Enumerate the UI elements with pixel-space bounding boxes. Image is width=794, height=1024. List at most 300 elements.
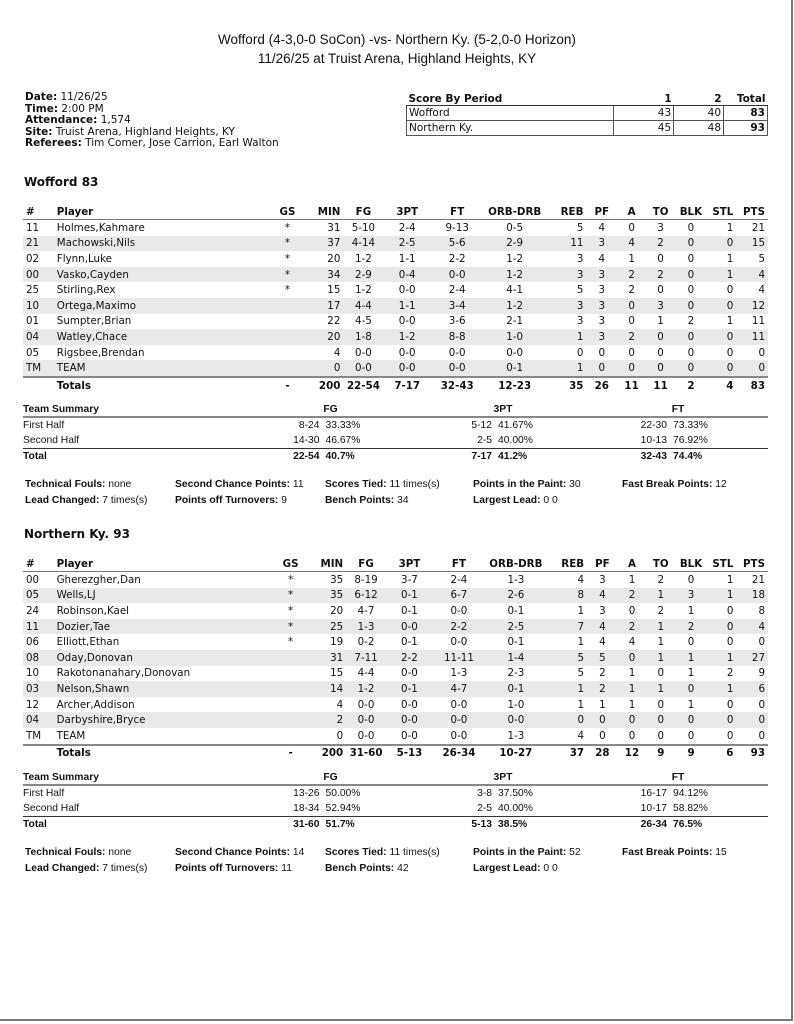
misc-label: Points in the Paint: xyxy=(473,479,567,490)
cell-stl: 0 xyxy=(726,284,734,297)
cell-fg: 7-11 xyxy=(346,650,386,666)
sbp-header-period-2: 2 xyxy=(674,92,724,106)
cell-stl: 0 xyxy=(707,236,737,252)
cell-to: 0 xyxy=(657,284,664,297)
summary-made-attempted: 8-24 xyxy=(298,420,320,431)
cell-gs: * xyxy=(288,636,294,649)
misc-value: 52 xyxy=(569,847,581,858)
cell-ft: 2-2 xyxy=(433,619,485,635)
cell-reb: 7 xyxy=(547,619,587,635)
col-header-fg: FG xyxy=(343,204,383,220)
col-header-fg: FG xyxy=(346,556,386,572)
cell-pf: 2 xyxy=(587,681,618,697)
misc-scores-tied xyxy=(325,847,440,858)
summary-cell-ft xyxy=(588,449,768,465)
cell-3pt: 0-0 xyxy=(401,729,418,742)
cell-player: Oday,Donovan xyxy=(54,650,272,666)
summary-cell-fg xyxy=(243,433,418,449)
summary-made-attempted: 18-34 xyxy=(293,803,320,814)
cell-orb-drb: 1-3 xyxy=(507,729,525,742)
cell-min: 20 xyxy=(306,329,343,345)
game-info xyxy=(25,92,279,150)
col-header-a: A xyxy=(617,204,646,220)
cell-ft: 3-6 xyxy=(448,315,466,328)
col-header-ft: FT xyxy=(433,556,485,572)
box-header-row xyxy=(23,204,768,220)
cell-3pt: 2-4 xyxy=(398,221,416,234)
col-header-3pt: 3PT xyxy=(383,204,431,220)
cell-gs: * xyxy=(269,236,307,252)
cell-to: 1 xyxy=(657,636,665,649)
cell-3pt: 0-1 xyxy=(401,604,418,617)
summary-percentage: 40.00% xyxy=(498,803,533,814)
col-header-to: TO xyxy=(646,556,675,572)
cell-pts: 0 xyxy=(758,636,765,649)
summary-made-attempted: 22-30 xyxy=(640,420,667,431)
site-label: Site: xyxy=(25,125,53,138)
cell-pts: 8 xyxy=(758,604,765,617)
cell-num: 03 xyxy=(23,681,54,697)
cell-ft: 9-13 xyxy=(445,221,469,234)
cell-blk: 0 xyxy=(687,729,695,742)
cell-stl: 0 xyxy=(707,360,737,377)
summary-header-3pt: 3PT xyxy=(418,771,588,785)
cell-min: 14 xyxy=(309,681,346,697)
misc-label: Bench Points: xyxy=(325,863,395,874)
cell-num: 05 xyxy=(26,346,40,359)
cell-fg: 4-4 xyxy=(357,667,375,680)
cell-blk: 1 xyxy=(687,667,695,680)
cell-pf: 4 xyxy=(587,619,618,635)
player-row xyxy=(23,267,768,283)
summary-made-attempted: 26-34 xyxy=(640,819,667,830)
cell-a: 4 xyxy=(617,236,646,252)
cell-num: 02 xyxy=(26,252,40,265)
cell-reb: 0 xyxy=(547,712,587,728)
summary-percentage: 76.5% xyxy=(673,819,703,830)
col-header-min: MIN xyxy=(309,556,346,572)
summary-made-attempted: 5-12 xyxy=(471,420,492,431)
col-header-pts: PTS xyxy=(736,556,768,572)
summary-made-attempted: 10-17 xyxy=(640,803,667,814)
cell-a: 0 xyxy=(618,650,647,666)
cell-gs: * xyxy=(284,252,291,265)
cell-stl: 2 xyxy=(726,667,734,680)
summary-label: Total xyxy=(23,451,47,462)
cell-min: 15 xyxy=(330,667,344,680)
cell-gs xyxy=(272,650,310,666)
cell-a: 1 xyxy=(628,667,636,680)
cell-pf: 4 xyxy=(599,636,606,649)
cell-fg: 0-0 xyxy=(357,698,375,711)
sbp-header-total: Total xyxy=(724,92,768,106)
summary-made-attempted: 10-13 xyxy=(640,435,667,446)
total-player: Totals xyxy=(54,377,269,394)
cell-stl: 1 xyxy=(707,588,737,604)
cell-min: 25 xyxy=(309,619,346,635)
total-ft: 32-43 xyxy=(431,377,483,394)
cell-player: Stirling,Rex xyxy=(56,284,116,297)
cell-stl: 0 xyxy=(707,329,737,345)
cell-pf: 3 xyxy=(599,573,606,586)
col-header-orb-drb: ORB-DRB xyxy=(483,204,545,220)
cell-a: 1 xyxy=(618,681,647,697)
team-summary-table xyxy=(23,771,768,832)
cell-pts: 0 xyxy=(758,729,765,742)
cell-num: TM xyxy=(23,360,54,377)
summary-made-attempted: 32-43 xyxy=(640,451,667,462)
cell-reb: 1 xyxy=(577,698,585,711)
cell-pf: 3 xyxy=(598,284,606,297)
col-header-pts: PTS xyxy=(736,204,768,220)
cell-gs xyxy=(272,697,310,713)
cell-stl: 0 xyxy=(726,346,734,359)
col-header-stl: STL xyxy=(707,204,737,220)
summary-label: First Half xyxy=(23,788,65,799)
cell-num: 25 xyxy=(26,284,40,297)
cell-fg: 0-0 xyxy=(355,346,372,359)
cell-num: 00 xyxy=(26,573,40,586)
cell-pts: 0 xyxy=(758,698,765,711)
cell-fg: 5-10 xyxy=(351,221,376,234)
cell-pf: 4 xyxy=(598,221,606,234)
cell-stl: 0 xyxy=(726,636,734,649)
cell-orb-drb: 0-0 xyxy=(506,346,524,359)
cell-blk: 0 xyxy=(675,712,707,728)
col-header-num: # xyxy=(23,556,54,572)
summary-made-attempted: 3-8 xyxy=(477,788,492,799)
cell-fg: 1-2 xyxy=(355,252,372,265)
cell-fg: 4-5 xyxy=(355,315,372,328)
cell-pf: 0 xyxy=(586,360,617,377)
cell-reb: 1 xyxy=(546,360,587,377)
cell-min: 4 xyxy=(336,698,344,711)
cell-pts: 6 xyxy=(736,681,768,697)
cell-min: 20 xyxy=(330,604,344,617)
cell-to: 0 xyxy=(646,360,675,377)
cell-to: 0 xyxy=(657,729,665,742)
cell-stl: 1 xyxy=(707,267,737,283)
misc-fast-break xyxy=(622,847,727,858)
misc-paint xyxy=(473,479,581,490)
cell-to: 0 xyxy=(657,346,664,359)
cell-fg: 1-8 xyxy=(343,329,383,345)
cell-blk: 0 xyxy=(687,221,695,234)
cell-3pt: 0-0 xyxy=(386,712,433,728)
misc-value: 7 times(s) xyxy=(102,863,148,874)
cell-pts: 21 xyxy=(751,221,765,234)
cell-to: 2 xyxy=(646,267,675,283)
cell-orb-drb: 2-9 xyxy=(483,236,545,252)
box-score-table xyxy=(23,556,768,761)
player-row xyxy=(23,634,768,650)
misc-label: Technical Fouls: xyxy=(25,847,106,858)
cell-fg: 8-19 xyxy=(354,573,378,586)
cell-blk: 0 xyxy=(675,329,707,345)
summary-cell-ft xyxy=(588,785,768,801)
summary-cell-fg xyxy=(243,817,418,833)
cell-orb-drb: 0-0 xyxy=(485,712,547,728)
cell-reb: 1 xyxy=(577,636,585,649)
cell-pts: 0 xyxy=(758,346,765,359)
total-min: 200 xyxy=(309,745,346,762)
misc-value: 0 0 xyxy=(543,495,558,506)
cell-to: 2 xyxy=(646,236,675,252)
cell-blk: 1 xyxy=(687,698,695,711)
total-min: 200 xyxy=(306,377,343,394)
cell-gs xyxy=(272,681,310,697)
cell-gs xyxy=(269,360,307,377)
cell-player: Gherezgher,Dan xyxy=(56,573,141,586)
time-label: Time: xyxy=(25,102,59,115)
cell-num: TM xyxy=(26,729,42,742)
col-header-blk: BLK xyxy=(675,204,707,220)
cell-num: 00 xyxy=(23,267,54,283)
summary-percentage: 40.7% xyxy=(325,451,355,462)
cell-player: Sumpter,Brian xyxy=(56,315,132,328)
cell-pts: 0 xyxy=(736,360,768,377)
cell-player: Rigsbee,Brendan xyxy=(56,346,145,359)
misc-label: Points in the Paint: xyxy=(473,847,567,858)
summary-made-attempted: 13-26 xyxy=(293,788,320,799)
summary-row xyxy=(23,801,768,817)
cell-gs: * xyxy=(284,221,291,234)
cell-3pt: 2-5 xyxy=(383,236,431,252)
site-value: Truist Arena, Highland Heights, KY xyxy=(55,125,235,138)
cell-fg: 0-0 xyxy=(346,712,386,728)
summary-made-attempted: 2-5 xyxy=(477,435,492,446)
misc-label: Second Chance Points: xyxy=(175,847,291,858)
cell-reb: 3 xyxy=(576,315,584,328)
cell-num: 04 xyxy=(23,712,54,728)
cell-ft: 0-0 xyxy=(450,698,468,711)
cell-reb: 5 xyxy=(576,221,584,234)
cell-orb-drb: 0-1 xyxy=(483,360,545,377)
cell-gs xyxy=(272,666,310,682)
cell-to: 2 xyxy=(657,573,665,586)
misc-label: Scores Tied: xyxy=(325,847,387,858)
summary-label: Second Half xyxy=(23,433,243,449)
cell-min: 34 xyxy=(306,267,343,283)
cell-reb: 11 xyxy=(546,236,587,252)
summary-label: Second Half xyxy=(23,801,243,817)
cell-reb: 0 xyxy=(576,346,584,359)
cell-to: 2 xyxy=(657,604,665,617)
misc-paint xyxy=(473,847,581,858)
cell-blk: 0 xyxy=(675,360,707,377)
col-header-orb-drb: ORB-DRB xyxy=(485,556,547,572)
cell-3pt: 0-0 xyxy=(401,698,418,711)
cell-a: 2 xyxy=(618,619,647,635)
misc-label: Second Chance Points: xyxy=(175,479,291,490)
cell-stl: 1 xyxy=(726,221,734,234)
cell-orb-drb: 1-2 xyxy=(506,252,524,265)
total-num xyxy=(23,377,54,394)
cell-stl: 0 xyxy=(707,712,737,728)
cell-ft: 2-2 xyxy=(448,252,466,265)
total-pf: 28 xyxy=(587,745,618,762)
player-row xyxy=(23,314,768,330)
summary-header-fg: FG xyxy=(243,771,418,785)
sbp-row xyxy=(407,106,768,121)
summary-percentage: 74.4% xyxy=(673,451,703,462)
total-stl: 6 xyxy=(707,745,737,762)
misc-label: Lead Changed: xyxy=(25,863,100,874)
sbp-p2: 40 xyxy=(674,106,724,121)
cell-fg: 4-14 xyxy=(343,236,383,252)
cell-a: 0 xyxy=(628,346,635,359)
cell-orb-drb: 1-4 xyxy=(485,650,547,666)
misc-largest-lead xyxy=(473,863,558,874)
cell-blk: 0 xyxy=(687,346,695,359)
misc-second-chance xyxy=(175,479,304,490)
cell-stl: 0 xyxy=(707,619,737,635)
misc-value: 34 xyxy=(397,495,409,506)
col-header-stl: STL xyxy=(707,556,737,572)
summary-cell-ft xyxy=(588,417,768,433)
cell-player: Wells,LJ xyxy=(54,588,272,604)
cell-num: 04 xyxy=(23,329,54,345)
misc-value: 11 times(s) xyxy=(389,847,440,858)
cell-orb-drb: 1-3 xyxy=(507,573,525,586)
totals-row xyxy=(23,377,768,394)
player-row xyxy=(23,236,768,252)
cell-orb-drb: 1-2 xyxy=(483,267,545,283)
misc-value: none xyxy=(108,479,132,490)
cell-reb: 1 xyxy=(577,604,585,617)
cell-pf: 3 xyxy=(598,315,606,328)
misc-bench xyxy=(325,495,409,506)
cell-player: TEAM xyxy=(54,360,269,377)
cell-to: 1 xyxy=(646,650,675,666)
cell-pf: 3 xyxy=(586,236,617,252)
misc-value: 0 0 xyxy=(543,863,558,874)
cell-3pt: 0-0 xyxy=(398,346,416,359)
misc-value: 7 times(s) xyxy=(102,495,148,506)
summary-percentage: 58.82% xyxy=(673,803,708,814)
cell-num: 10 xyxy=(23,298,54,314)
cell-orb-drb: 0-1 xyxy=(485,681,547,697)
cell-a: 0 xyxy=(628,221,635,234)
cell-pf: 3 xyxy=(599,604,606,617)
cell-gs: * xyxy=(272,588,310,604)
cell-gs xyxy=(269,345,307,361)
summary-row xyxy=(23,785,768,801)
cell-pts: 4 xyxy=(758,284,765,297)
cell-gs xyxy=(272,712,310,728)
cell-gs xyxy=(272,728,310,745)
col-header-3pt: 3PT xyxy=(386,556,433,572)
cell-min: 0 xyxy=(306,360,343,377)
cell-pts: 11 xyxy=(736,329,768,345)
cell-3pt: 0-0 xyxy=(386,619,433,635)
total-pts: 93 xyxy=(736,745,768,762)
cell-fg: 1-3 xyxy=(346,619,386,635)
cell-pf: 3 xyxy=(586,329,617,345)
cell-player: Nelson,Shawn xyxy=(54,681,272,697)
total-stl: 4 xyxy=(707,377,737,394)
summary-percentage: 38.5% xyxy=(498,819,528,830)
cell-gs xyxy=(269,298,307,314)
cell-3pt: 0-4 xyxy=(383,267,431,283)
summary-percentage: 94.12% xyxy=(673,788,708,799)
misc-value: 11 times(s) xyxy=(389,479,440,490)
cell-pf: 2 xyxy=(599,667,606,680)
misc-value: 30 xyxy=(569,479,581,490)
cell-gs: * xyxy=(288,573,294,586)
misc-value: 14 xyxy=(292,847,305,858)
summary-header-ft: FT xyxy=(588,403,768,417)
col-header-ft: FT xyxy=(431,204,483,220)
player-row xyxy=(23,345,768,361)
total-reb: 35 xyxy=(546,377,587,394)
summary-cell-ft xyxy=(588,817,768,833)
cell-pf: 5 xyxy=(587,650,618,666)
cell-gs xyxy=(269,329,307,345)
summary-cell-tp xyxy=(418,417,588,433)
cell-pts: 0 xyxy=(736,712,768,728)
cell-a: 2 xyxy=(617,329,646,345)
cell-fg: 6-12 xyxy=(346,588,386,604)
cell-3pt: 1-2 xyxy=(383,329,431,345)
cell-fg: 2-9 xyxy=(343,267,383,283)
game-subtitle: 11/26/25 at Truist Arena, Highland Heights, KY xyxy=(257,51,537,66)
col-header-pf: PF xyxy=(587,556,618,572)
player-row xyxy=(23,298,768,314)
summary-percentage: 50.00% xyxy=(325,788,361,799)
cell-pts: 5 xyxy=(758,252,765,265)
cell-ft: 2-4 xyxy=(450,573,468,586)
cell-a: 2 xyxy=(628,284,635,297)
misc-lead-changed xyxy=(25,495,147,506)
misc-turnovers xyxy=(175,863,292,874)
summary-percentage: 73.33% xyxy=(673,420,708,431)
summary-label: First Half xyxy=(23,420,65,431)
cell-to: 0 xyxy=(657,252,664,265)
summary-cell-tp xyxy=(418,817,588,833)
cell-a: 1 xyxy=(628,698,636,711)
total-3pt: 5-13 xyxy=(386,745,433,762)
sbp-header-title: Score By Period xyxy=(407,92,614,106)
misc-label: Largest Lead: xyxy=(473,863,541,874)
team-heading: Northern Ky. 93 xyxy=(24,527,130,541)
referees-label: Referees: xyxy=(25,137,82,150)
col-header-blk: BLK xyxy=(675,556,707,572)
total-ft: 26-34 xyxy=(433,745,485,762)
summary-cell-fg xyxy=(243,417,418,433)
summary-made-attempted: 7-17 xyxy=(471,451,492,462)
cell-3pt: 3-7 xyxy=(401,573,418,586)
misc-technical-fouls xyxy=(25,479,131,490)
cell-fg: 0-0 xyxy=(343,360,383,377)
sbp-team: Northern Ky. xyxy=(407,121,614,136)
player-row xyxy=(23,588,768,604)
cell-num: 11 xyxy=(26,221,40,234)
total-player: Totals xyxy=(54,745,272,762)
cell-to: 1 xyxy=(657,315,664,328)
cell-ft: 0-0 xyxy=(431,360,483,377)
cell-min: 17 xyxy=(306,298,343,314)
summary-header-row xyxy=(23,403,768,417)
summary-cell-tp xyxy=(418,785,588,801)
summary-header-team-summary: Team Summary xyxy=(23,403,243,417)
summary-percentage: 41.2% xyxy=(498,451,528,462)
cell-num: 05 xyxy=(23,588,54,604)
player-row xyxy=(23,712,768,728)
cell-stl: 1 xyxy=(707,681,737,697)
sbp-p2: 48 xyxy=(674,121,724,136)
player-row xyxy=(23,666,768,682)
